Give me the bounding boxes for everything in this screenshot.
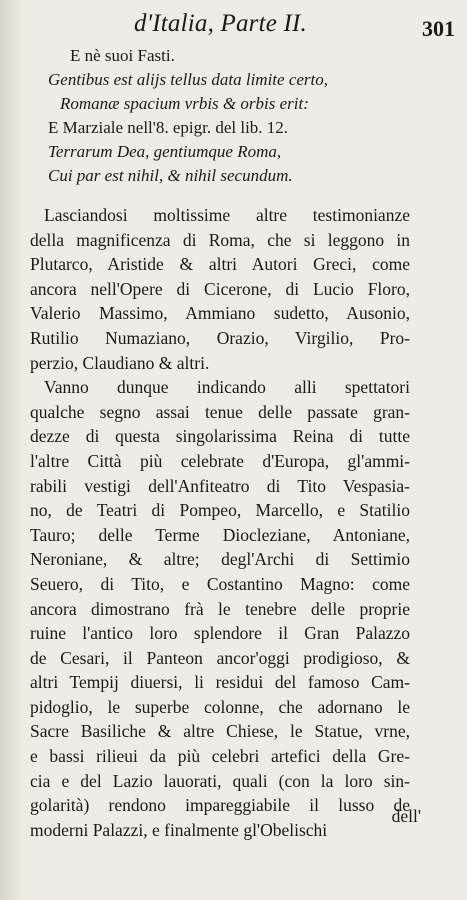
page-gutter-shadow <box>0 0 24 900</box>
text-line: moderni Palazzi, e finalmente gl'Obelischi <box>30 819 328 840</box>
verse-line: E nè suoi Fasti. <box>70 46 175 65</box>
text-line: Vanno dunque indicando alli spettatori <box>44 377 410 398</box>
text-line: altri Tempij diuersi, li residui del famoso Cam- <box>30 672 410 693</box>
paragraph <box>30 375 440 842</box>
text-line: ancora nell'Opere di Cicerone, di Lucio Floro, <box>30 278 410 299</box>
verse-line: E Marziale nell'8. epigr. del lib. 12. <box>48 118 289 137</box>
text-line: Rutilio Numaziano, Orazio, Virgilio, Pro- <box>30 327 410 348</box>
text-line: rabili vestigi dell'Anfiteatro di Tito Vespasia- <box>30 475 410 496</box>
paragraph <box>30 203 440 375</box>
verse-quotations <box>46 44 456 188</box>
text-line: Sacre Basiliche & altre Chiese, le Statue, vrne, <box>30 721 410 742</box>
verse-line: Gentibus est alijs tellus data limite certo, <box>48 70 329 89</box>
text-line: pidoglio, le superbe colonne, che adornano le <box>30 696 410 717</box>
text-line: no, de Teatri di Pompeo, Marcello, e Statilio <box>30 500 410 521</box>
verse-line: Terrarum Dea, gentiumque Roma, <box>48 142 282 161</box>
text-line: de Cesari, il Panteon ancor'oggi prodigioso, & <box>30 647 410 668</box>
text-line: Valerio Massimo, Ammiano sudetto, Ausonio, <box>30 303 410 324</box>
body-text <box>30 203 440 842</box>
text-line: perzio, Claudiano & altri. <box>30 352 210 373</box>
text-line: Seuero, di Tito, e Costantino Magno: come <box>30 573 410 594</box>
catchword: dell' <box>391 806 421 826</box>
text-line: ancora dimostrano frà le tenebre delle proprie <box>30 598 410 619</box>
page-number: 301 <box>422 16 455 41</box>
verse-line: Romanæ spacium vrbis & orbis erit: <box>60 94 309 113</box>
text-line: dezze di questa singolarissima Reina di tutte <box>30 426 410 447</box>
running-head: d'Italia, Parte II. <box>134 10 308 37</box>
text-line: qualche segno assai tenue delle passate gran- <box>30 401 410 422</box>
text-line: golarità) rendono impareggiabile il lusso de <box>30 795 410 816</box>
text-line: cia e del Lazio lauorati, quali (con la loro sin- <box>30 770 410 791</box>
text-line: ruine l'antico loro splendore il Gran Palazzo <box>30 623 410 644</box>
text-line: l'altre Città più celebrate d'Europa, gl'ammi- <box>30 450 410 471</box>
text-line: Tauro; delle Terme Diocleziane, Antoniane, <box>30 524 410 545</box>
text-line: della magnificenza di Roma, che si leggono in <box>30 229 410 250</box>
text-line: e bassi rilieui da più celebri artefici della Gre- <box>30 746 410 767</box>
page-header <box>0 10 467 42</box>
text-line: Lasciandosi moltissime altre testimonianze <box>44 205 410 225</box>
verse-line: Cui par est nihil, & nihil secundum. <box>48 166 293 185</box>
text-line: Plutarco, Aristide & altri Autori Greci, come <box>30 254 410 275</box>
text-line: Neroniane, & altre; degl'Archi di Settimio <box>30 549 410 570</box>
